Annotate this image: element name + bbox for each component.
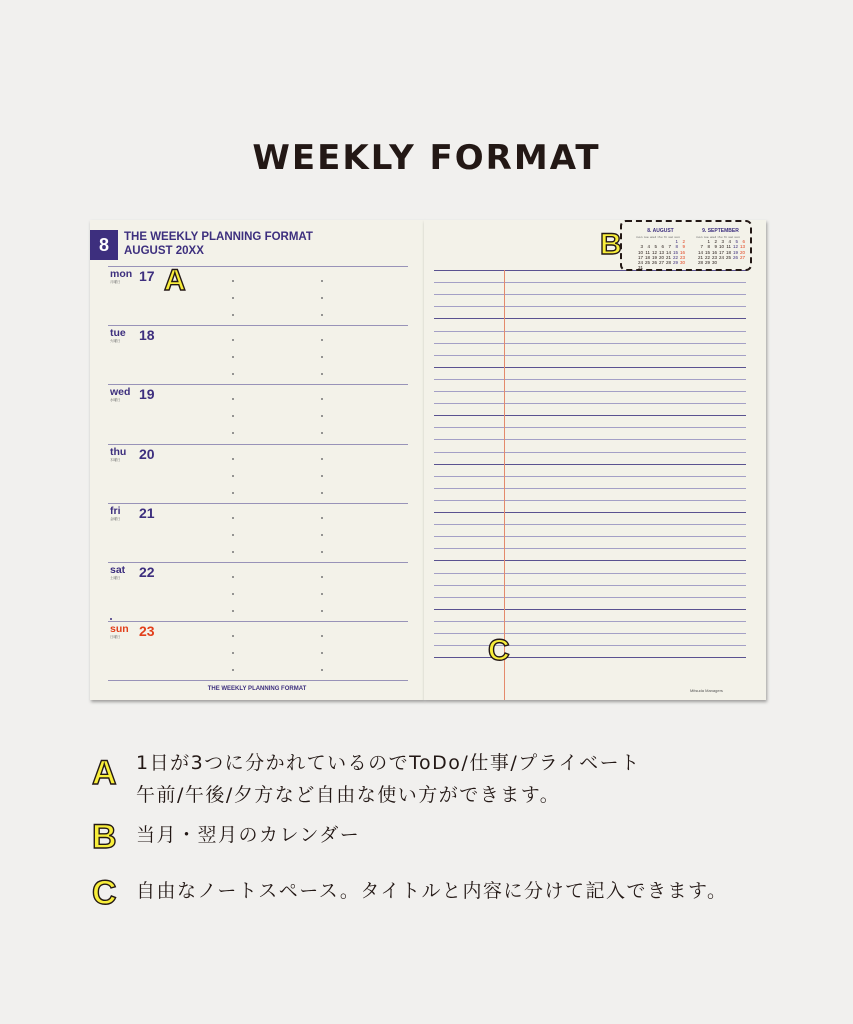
page-title: WEEKLY FORMAT xyxy=(252,138,601,178)
ruled-line xyxy=(434,318,746,319)
calendar-day: 8 xyxy=(707,244,710,250)
calendar-day: 14 xyxy=(697,249,703,255)
ruled-line xyxy=(434,343,746,344)
time-dot xyxy=(321,534,323,536)
time-dot xyxy=(232,492,234,494)
calendar-day: 18 xyxy=(644,254,650,260)
calendar-day: 16 xyxy=(679,249,685,255)
day-separator-line xyxy=(108,384,408,385)
calendar-day xyxy=(664,265,671,270)
left-footer: THE WEEKLY PLANNING FORMAT xyxy=(207,686,307,692)
day-number: 20 xyxy=(139,445,155,462)
month-number-box: 8 xyxy=(90,230,118,260)
day-subtext: 木曜日 xyxy=(110,457,121,462)
day-separator-line xyxy=(108,325,408,326)
day-separator-line xyxy=(108,562,408,563)
calendar-day: 9 xyxy=(682,244,685,250)
calendar-day: 7 xyxy=(700,244,703,250)
note-text-line1: 1日が3つに分かれているのでToDo/仕事/プライベート xyxy=(136,752,641,774)
calendar-day: 26 xyxy=(651,260,657,266)
mini-calendar-august xyxy=(636,228,685,271)
calendar-day: 28 xyxy=(697,260,703,266)
header-month: AUGUST 20XX xyxy=(124,245,204,257)
time-dot xyxy=(232,280,234,282)
badge-c: C xyxy=(488,634,510,667)
day-name: tue xyxy=(110,327,126,340)
day-separator-line xyxy=(108,266,408,267)
day-subtext: 水曜日 xyxy=(110,398,121,403)
calendar-day: 23 xyxy=(711,254,717,260)
day-name: wed xyxy=(110,386,131,399)
calendar-day: 21 xyxy=(665,254,671,260)
ruled-line xyxy=(434,597,746,598)
ruled-line xyxy=(434,645,746,646)
mini-calendar-september xyxy=(696,228,745,265)
calendar-day: 14 xyxy=(665,249,671,255)
calendar-title: 9. SEPTEMBER xyxy=(702,228,739,234)
calendar-day: 27 xyxy=(658,260,664,266)
day-number: 17 xyxy=(139,268,155,284)
calendar-day: 29 xyxy=(704,260,710,266)
calendar-weekdays: mon tue wed thu fri sat sun xyxy=(636,235,681,239)
time-dot xyxy=(232,297,234,299)
calendar-day xyxy=(678,265,685,270)
day-separator-line xyxy=(108,680,408,681)
calendar-day xyxy=(650,265,657,270)
time-dot xyxy=(321,517,323,519)
day-separator-line xyxy=(108,621,408,622)
calendar-day: 2 xyxy=(714,239,717,244)
calendar-day: 5 xyxy=(735,239,738,244)
ruled-line xyxy=(434,403,746,404)
calendar-day: 24 xyxy=(718,254,724,260)
ruled-line xyxy=(434,391,746,392)
calendar-grid xyxy=(636,239,685,271)
calendar-day: 12 xyxy=(651,249,657,255)
calendar-day: 31 xyxy=(637,265,643,271)
calendar-day: 1 xyxy=(707,239,710,244)
calendar-day xyxy=(643,265,650,270)
ruled-line xyxy=(434,500,746,501)
calendar-day: 6 xyxy=(742,239,745,244)
time-dot xyxy=(232,314,234,316)
day-name: fri xyxy=(110,504,121,517)
ruled-line xyxy=(434,488,746,489)
day-separator-line xyxy=(108,503,408,504)
day-name: mon xyxy=(110,268,133,280)
ruled-line xyxy=(434,621,746,622)
calendar-grid xyxy=(696,239,745,265)
day-number: 23 xyxy=(139,623,155,640)
ruled-line xyxy=(434,355,746,356)
time-dot xyxy=(232,551,234,553)
time-dot xyxy=(232,610,234,612)
calendar-day: 26 xyxy=(732,254,738,260)
calendar-day: 4 xyxy=(728,239,731,244)
calendar-day xyxy=(724,260,731,265)
time-dot xyxy=(321,492,323,494)
ruled-line xyxy=(434,524,746,525)
ruled-line xyxy=(434,331,746,332)
day-subtext: 月曜日 xyxy=(110,280,121,284)
calendar-day: 3 xyxy=(640,244,643,250)
day-subtext: 日曜日 xyxy=(110,635,121,640)
day-separator-line xyxy=(108,444,408,445)
ruled-line xyxy=(434,282,746,283)
calendar-title: 8. AUGUST xyxy=(647,228,674,234)
ruled-line xyxy=(434,476,746,477)
day-subtext: 金曜日 xyxy=(110,516,121,521)
calendar-day: 27 xyxy=(739,254,745,260)
calendar-day: 30 xyxy=(711,260,717,266)
time-dot xyxy=(232,517,234,519)
time-dot xyxy=(321,297,323,299)
day-name: sun xyxy=(110,623,129,636)
time-dot xyxy=(232,475,234,477)
ruled-line xyxy=(434,415,746,416)
ruled-line xyxy=(434,464,746,465)
calendar-day: 25 xyxy=(725,254,731,260)
calendar-day: 30 xyxy=(679,260,685,266)
calendar-day: 21 xyxy=(697,254,703,260)
calendar-day: 11 xyxy=(726,244,731,250)
time-dot xyxy=(321,593,323,595)
calendar-day: 4 xyxy=(647,244,650,250)
time-dot xyxy=(232,576,234,578)
time-dot xyxy=(321,314,323,316)
calendar-day: 9 xyxy=(714,244,717,250)
calendar-day: 19 xyxy=(732,249,738,255)
calendar-day: 10 xyxy=(637,249,643,255)
right-footer: Mitsuda Managers xyxy=(690,688,723,693)
calendar-day: 2 xyxy=(682,239,685,244)
bullet-mark xyxy=(110,618,112,620)
day-subtext: 土曜日 xyxy=(110,576,121,580)
day-number: 21 xyxy=(139,504,155,521)
note-text-line1: 自由なノートスペース。タイトルと内容に分けて記入できます。 xyxy=(136,880,728,902)
day-subtext: 火曜日 xyxy=(110,339,121,344)
ruled-line xyxy=(434,452,746,453)
note-text-line2: 午前/午後/夕方など自由な使い方ができます。 xyxy=(136,784,561,806)
calendar-day: 20 xyxy=(658,254,664,260)
calendar-day: 16 xyxy=(711,249,717,255)
calendar-day: 11 xyxy=(645,249,650,255)
badge-a: A xyxy=(164,264,186,297)
day-number: 19 xyxy=(139,386,155,403)
calendar-day: 3 xyxy=(721,239,724,244)
calendar-day: 20 xyxy=(739,249,745,255)
calendar-day xyxy=(731,260,738,265)
time-dot xyxy=(321,551,323,553)
day-number: 22 xyxy=(139,564,155,580)
calendar-day: 15 xyxy=(672,249,678,255)
calendar-day: 28 xyxy=(665,260,671,266)
day-number: 18 xyxy=(139,327,155,344)
calendar-day: 12 xyxy=(732,244,738,250)
note-letter: B xyxy=(92,818,117,856)
time-dot xyxy=(232,458,234,460)
ruled-line xyxy=(434,427,746,428)
right-page xyxy=(424,220,766,700)
note-text-line1: 当月・翌月のカレンダー xyxy=(136,824,361,846)
ruled-line xyxy=(434,306,746,307)
calendar-day: 1 xyxy=(675,239,678,244)
day-name: thu xyxy=(110,445,127,458)
ruled-line xyxy=(434,439,746,440)
time-dot xyxy=(321,576,323,578)
time-dot xyxy=(232,593,234,595)
day-name: sat xyxy=(110,564,126,576)
calendar-day: 17 xyxy=(637,254,643,260)
ruled-line xyxy=(434,367,746,368)
calendar-day: 22 xyxy=(704,254,710,260)
calendar-day: 25 xyxy=(644,260,650,266)
calendar-day xyxy=(717,260,724,265)
calendar-day: 29 xyxy=(672,260,678,266)
time-dot xyxy=(321,280,323,282)
time-dot xyxy=(321,475,323,477)
calendar-day: 24 xyxy=(637,260,643,266)
calendar-day: 13 xyxy=(658,249,664,255)
calendar-day: 10 xyxy=(718,244,724,250)
header-title: THE WEEKLY PLANNING FORMAT xyxy=(124,231,313,243)
ruled-line xyxy=(434,573,746,574)
ruled-line xyxy=(434,294,746,295)
calendar-weekdays: mon tue wed thu fri sat sun xyxy=(696,235,741,239)
time-dot xyxy=(321,458,323,460)
planner-spread xyxy=(90,220,766,704)
calendar-day: 8 xyxy=(675,244,678,250)
ruled-line xyxy=(434,548,746,549)
calendar-day: 7 xyxy=(668,244,671,250)
calendar-day: 5 xyxy=(654,244,657,250)
time-dot xyxy=(232,534,234,536)
calendar-day xyxy=(671,265,678,270)
calendar-day: 23 xyxy=(679,254,685,260)
calendar-day: 6 xyxy=(661,244,664,250)
ruled-line xyxy=(434,585,746,586)
badge-b: B xyxy=(600,228,622,261)
note-letter: A xyxy=(92,754,117,792)
calendar-day xyxy=(657,265,664,270)
calendar-day: 15 xyxy=(704,249,710,255)
ruled-line xyxy=(434,379,746,380)
calendar-day: 17 xyxy=(718,249,724,255)
ruled-line xyxy=(434,536,746,537)
calendar-day xyxy=(738,260,745,265)
calendar-day: 19 xyxy=(651,254,657,260)
ruled-line xyxy=(434,657,746,658)
calendar-day: 22 xyxy=(672,254,678,260)
calendar-day: 18 xyxy=(725,249,731,255)
ruled-line xyxy=(434,512,746,513)
calendar-day: 13 xyxy=(739,244,745,250)
note-letter: C xyxy=(92,874,117,912)
ruled-line xyxy=(434,633,746,634)
ruled-line xyxy=(434,609,746,610)
time-dot xyxy=(321,610,323,612)
ruled-line xyxy=(434,560,746,561)
